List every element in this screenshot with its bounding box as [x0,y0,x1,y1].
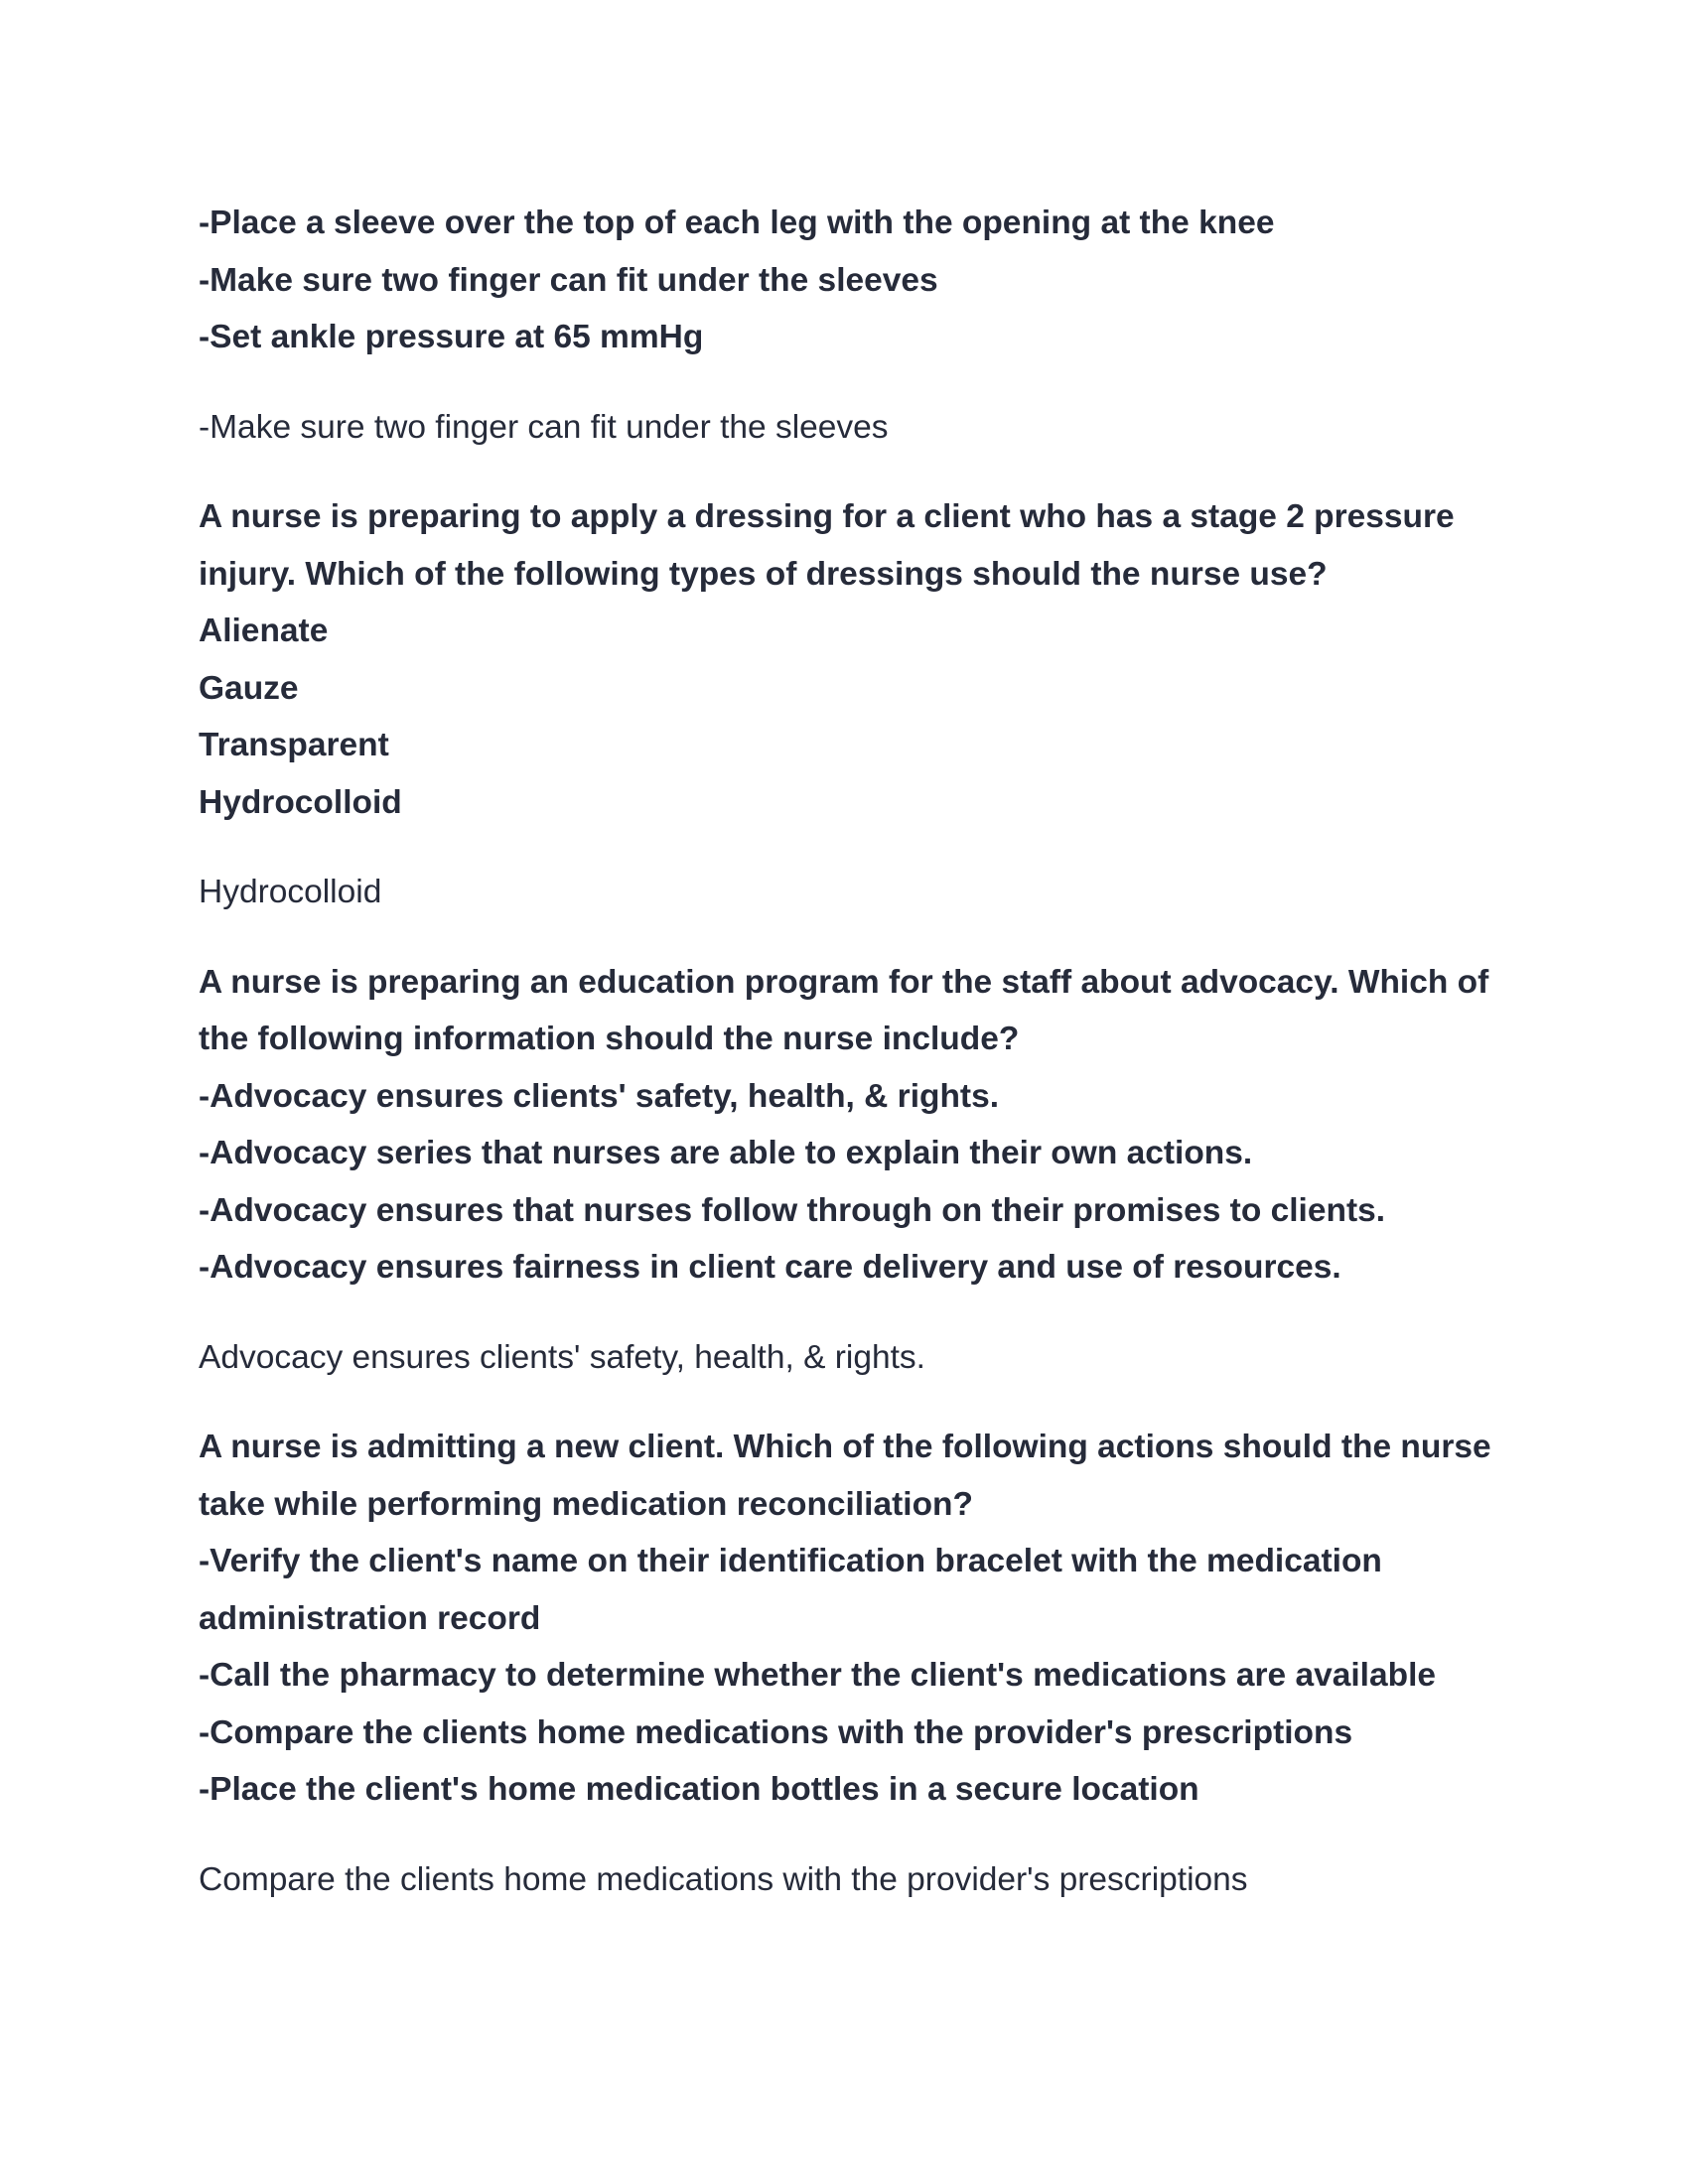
option-line: -Advocacy series that nurses are able to explain their own actions. [199,1135,1253,1171]
question-block-2 [199,488,1509,921]
question-line: A nurse is preparing to apply a dressing for a client who has a stage 2 pressure [199,498,1455,535]
question-text [199,954,1509,1297]
option-line: -Advocacy ensures fairness in client care delivery and use of resources. [199,1249,1341,1286]
question-text [199,195,1509,366]
question-text [199,488,1509,831]
option-line: -Compare the clients home medications with the provider's prescriptions [199,1713,1353,1751]
option-line: -Advocacy ensures that nurses follow through on their promises to clients. [199,1191,1386,1229]
option-line: Hydrocolloid [199,783,402,821]
option-line: -Place the client's home medication bottles in a secure location [199,1771,1199,1808]
answer-text: Advocacy ensures clients' safety, health, & rights. [199,1338,925,1376]
option-line: Gauze [199,669,299,707]
question-line: A nurse is preparing an education program for the staff about advocacy. Which of [199,963,1489,1001]
answer-text: Compare the clients home medications with the provider's prescriptions [199,1860,1248,1898]
question-block-1 [199,195,1509,456]
question-block-4 [199,1419,1509,1908]
question-line: A nurse is admitting a new client. Which of the following actions should the nurse [199,1429,1491,1465]
option-line: -Advocacy ensures clients' safety, health, & rights. [199,1077,1000,1115]
question-line: the following information should the nurse include? [199,1021,1020,1057]
answer-text: Hydrocolloid [199,874,382,910]
document-page [199,195,1509,1941]
option-line: administration record [199,1599,541,1637]
question-line: take while performing medication reconciliation? [199,1485,973,1523]
question-line: injury. Which of the following types of dressings should the nurse use? [199,555,1328,593]
option-line: Alienate [199,613,329,649]
option-line: Transparent [199,727,389,763]
option-line: -Make sure two finger can fit under the sleeves [199,261,938,299]
answer-text: -Make sure two finger can fit under the sleeves [199,408,889,446]
option-line: -Place a sleeve over the top of each leg with the opening at the knee [199,205,1275,241]
question-block-3 [199,954,1509,1387]
question-text [199,1419,1509,1819]
option-line: -Verify the client's name on their identification bracelet with the medication [199,1543,1382,1579]
option-line: -Set ankle pressure at 65 mmHg [199,319,704,355]
option-line: -Call the pharmacy to determine whether the client's medications are available [199,1657,1437,1694]
